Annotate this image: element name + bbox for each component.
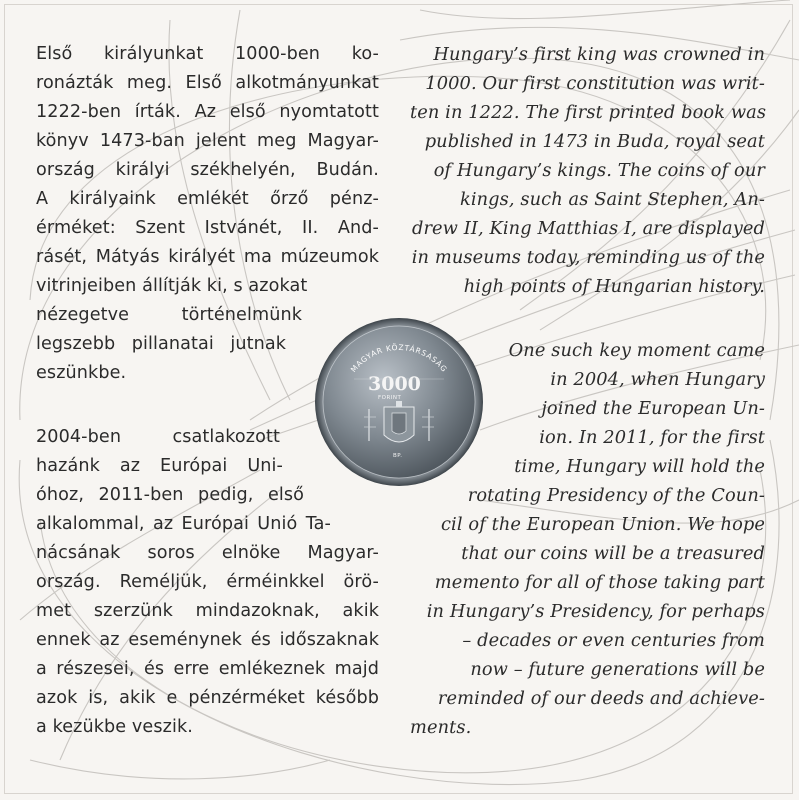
hu-line: hazánk az Európai Uni- [36,456,283,476]
silver-coin [314,317,484,487]
hu-line: óhoz, 2011-ben pedig, első [36,485,304,505]
en-line: published in 1473 in Buda, royal seat [424,131,765,152]
coin-graphic [314,317,484,487]
hu-line: A királyaink emlékét őrző pénz- [36,189,379,209]
hu-line: ország. Reméljük, érméinkkel örö- [36,572,379,592]
hu-line: azok is, akik e pénzérméket később [36,688,379,708]
en-line: joined the European Un- [541,398,765,419]
en-line: time, Hungary will hold the [514,456,765,477]
en-line: kings, such as Saint Stephen, An- [459,189,765,210]
en-line: cil of the European Union. We hope [441,514,765,535]
en-line: ion. In 2011, for the first [539,427,765,448]
en-line: – decades or even centuries from [462,630,765,651]
hu-line: nézegetve történelmünk [36,305,302,325]
coin-unit: FORINT [378,395,402,401]
en-line: One such key moment came [508,340,765,361]
hu-line: vitrinjeiben állítják ki, s azokat [36,276,308,296]
hu-line: ronázták meg. Első alkotmányunkat [36,73,379,93]
en-line: memento for all of those taking part [434,572,765,593]
coin-value: 3000 [368,373,421,395]
hu-line: eszünkbe. [36,363,127,383]
hu-line: nácsának soros elnöke Magyar- [36,543,379,563]
en-line: in Hungary’s Presidency, for perhaps [426,601,765,622]
en-line: reminded of our deeds and achieve- [437,688,765,709]
en-line: of Hungary’s kings. The coins of our [433,160,765,181]
hu-line: a kezükbe veszik. [36,717,193,737]
hu-line: legszebb pillanatai jutnak [36,334,286,354]
hu-line: alkalommal, az Európai Unió Ta- [36,514,331,534]
hu-line: rásét, Mátyás királyét ma múzeumok [36,247,379,267]
hu-line: met szerzünk mindazoknak, akik [36,601,379,621]
hu-line: ennek az eseménynek és időszaknak [36,630,379,650]
hu-line: 1222-ben írták. Az első nyomtatott [36,102,379,122]
coin-legend: MAGYAR KÖZTÁRSASÁG [348,342,450,375]
hu-line: a részesei, és erre emlékeznek majd [36,659,379,679]
en-line: ments. [410,717,472,738]
coin-mint-mark: BP. [393,453,403,459]
en-line: Hungary’s first king was crowned in [433,44,765,65]
en-line: ten in 1222. The first printed book was [410,102,767,123]
en-line: in museums today, reminding us of the [411,247,765,268]
en-line: drew II, King Matthias I, are displayed [411,218,765,239]
en-line: that our coins will be a treasured [461,543,765,564]
en-line: in 2004, when Hungary [550,369,765,390]
en-line: 1000. Our first constitution was writ- [425,73,765,94]
hu-line: Első királyunkat 1000-ben ko- [36,44,379,64]
hu-line: könyv 1473-ban jelent meg Magyar- [36,131,379,151]
en-line: rotating Presidency of the Coun- [467,485,765,506]
hu-line: ország királyi székhelyén, Budán. [36,160,379,180]
hu-line: érméket: Szent Istvánét, II. And- [36,218,379,238]
en-line: high points of Hungarian history. [463,276,765,297]
en-line: now – future generations will be [470,659,765,680]
hu-line: 2004-ben csatlakozott [36,427,280,447]
